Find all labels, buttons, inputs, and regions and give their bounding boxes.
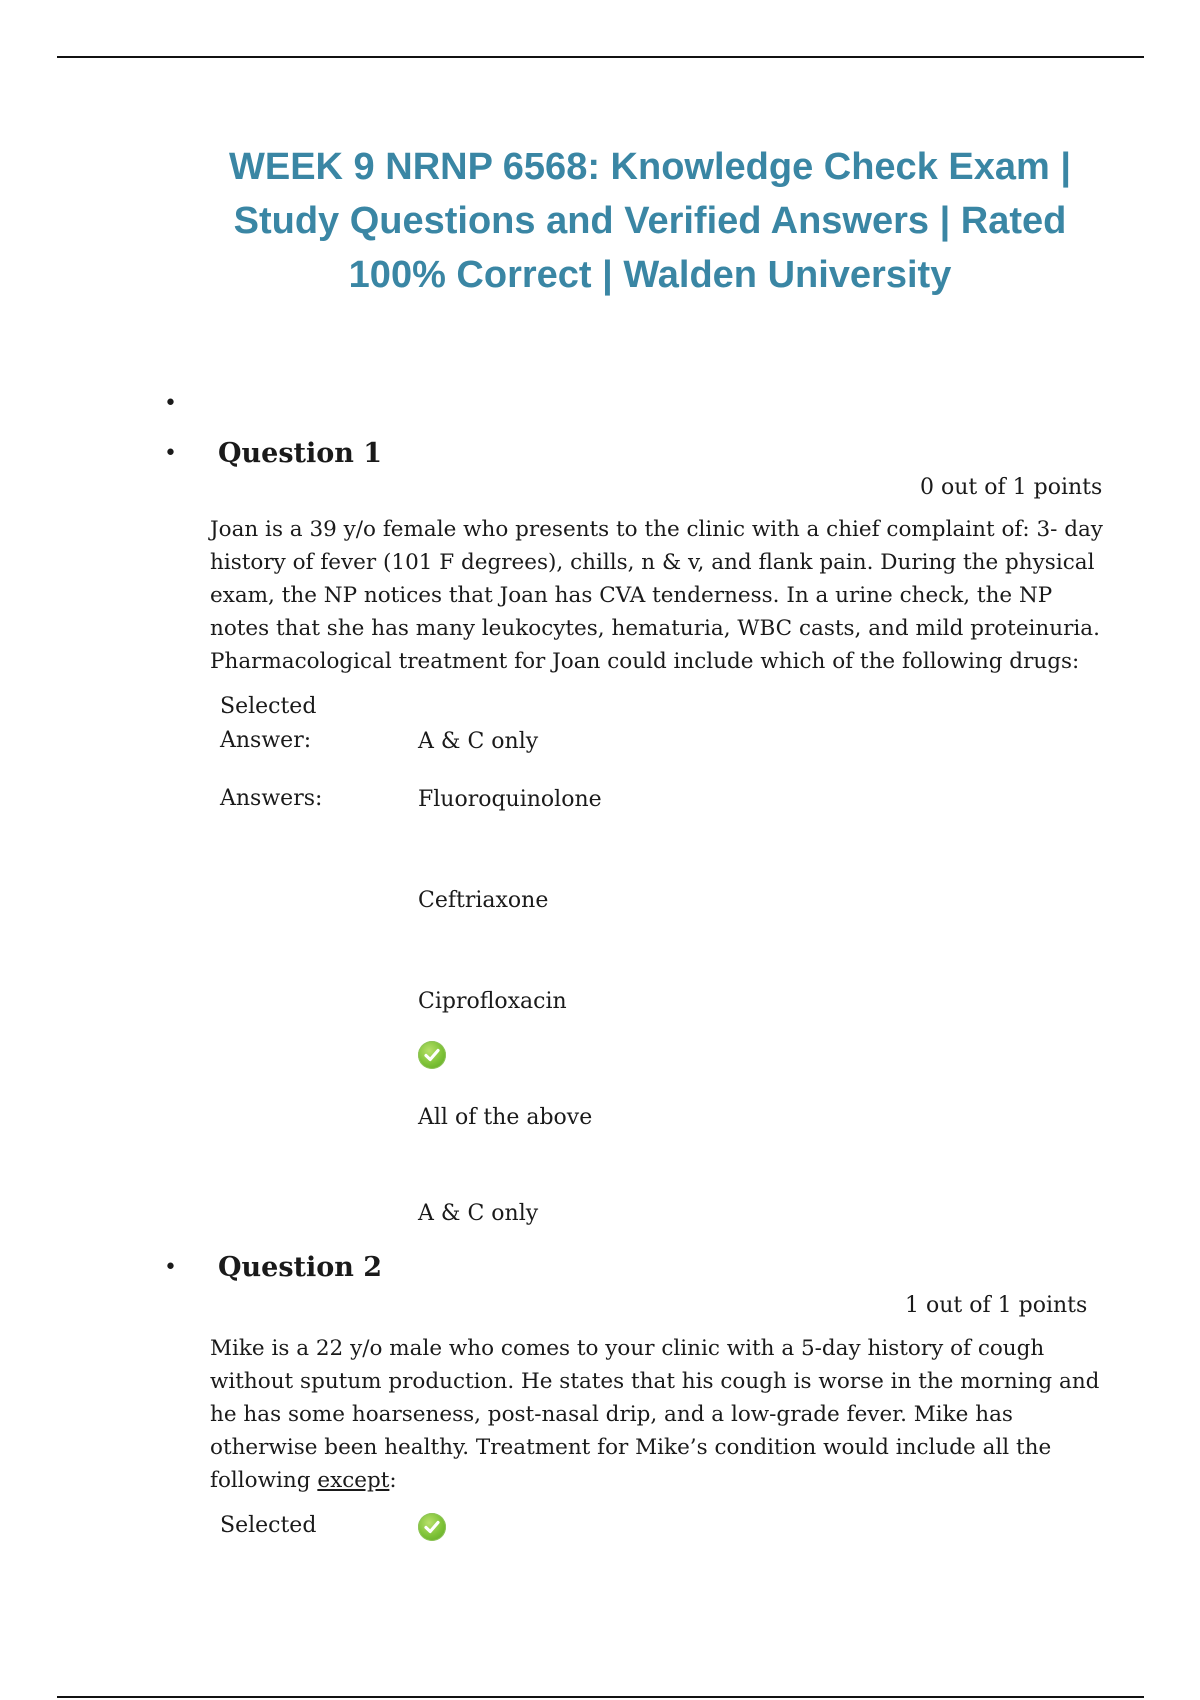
question-2-text-end: : — [389, 1468, 397, 1493]
question-1-answer-option: All of the above — [418, 1105, 593, 1130]
question-2-text-except: except — [317, 1468, 390, 1493]
question-1-heading: Question 1 — [218, 438, 383, 469]
question-2-heading: Question 2 — [218, 1252, 383, 1283]
question-1-selected-label-1: Selected — [220, 694, 317, 719]
title-line-1: WEEK 9 NRNP 6568: Knowledge Check Exam | — [229, 146, 1071, 188]
check-circle-icon — [418, 1041, 446, 1069]
question-1-answers-label: Answers: — [220, 786, 323, 811]
question-1-answer-option: Ceftriaxone — [418, 888, 549, 913]
document-title — [150, 140, 1150, 302]
question-2-points: 1 out of 1 points — [905, 1293, 1088, 1318]
question-1-answer-option: Ciprofloxacin — [418, 989, 567, 1014]
question-2-bullet: • — [164, 1255, 177, 1280]
question-1-text: Joan is a 39 y/o female who presents to the clinic with a chief complaint of: 3- day history of fever (101 F degrees), chills, n & v, and flank pain. During the physical exam, the NP notices that Joan has CVA tenderness. In a urine check, the NP notes that she has many leukocytes, hematuria, WBC casts, and mild proteinuria. Pharmacological treatment for Joan could include which of the following drugs: — [210, 517, 1103, 674]
question-1-selected-answer: A & C only — [418, 729, 539, 754]
question-2-selected-label: Selected — [220, 1513, 317, 1538]
question-1-points: 0 out of 1 points — [920, 475, 1103, 500]
question-1-answer-option: A & C only — [418, 1201, 539, 1226]
check-circle-icon — [418, 1513, 446, 1541]
question-2-text-main: Mike is a 22 y/o male who comes to your clinic with a 5-day history of cough without sputum production. He states that his cough is worse in the morning and he has some hoarseness, post-nasal drip, and a low-grade fever. Mike has otherwise been healthy. Treatment for Mike’s condition would include all the following — [210, 1336, 1100, 1493]
title-line-3: 100% Correct | Walden University — [348, 254, 952, 296]
question-1-selected-label-2: Answer: — [220, 728, 312, 753]
top-rule — [57, 56, 1144, 58]
question-1-answer-option: Fluoroquinolone — [418, 787, 602, 812]
question-1-bullet: • — [164, 441, 177, 466]
question-2-text — [210, 1332, 1110, 1497]
bottom-rule — [57, 1696, 1144, 1698]
empty-bullet: • — [164, 391, 177, 416]
title-line-2: Study Questions and Verified Answers | Rated — [233, 200, 1067, 242]
